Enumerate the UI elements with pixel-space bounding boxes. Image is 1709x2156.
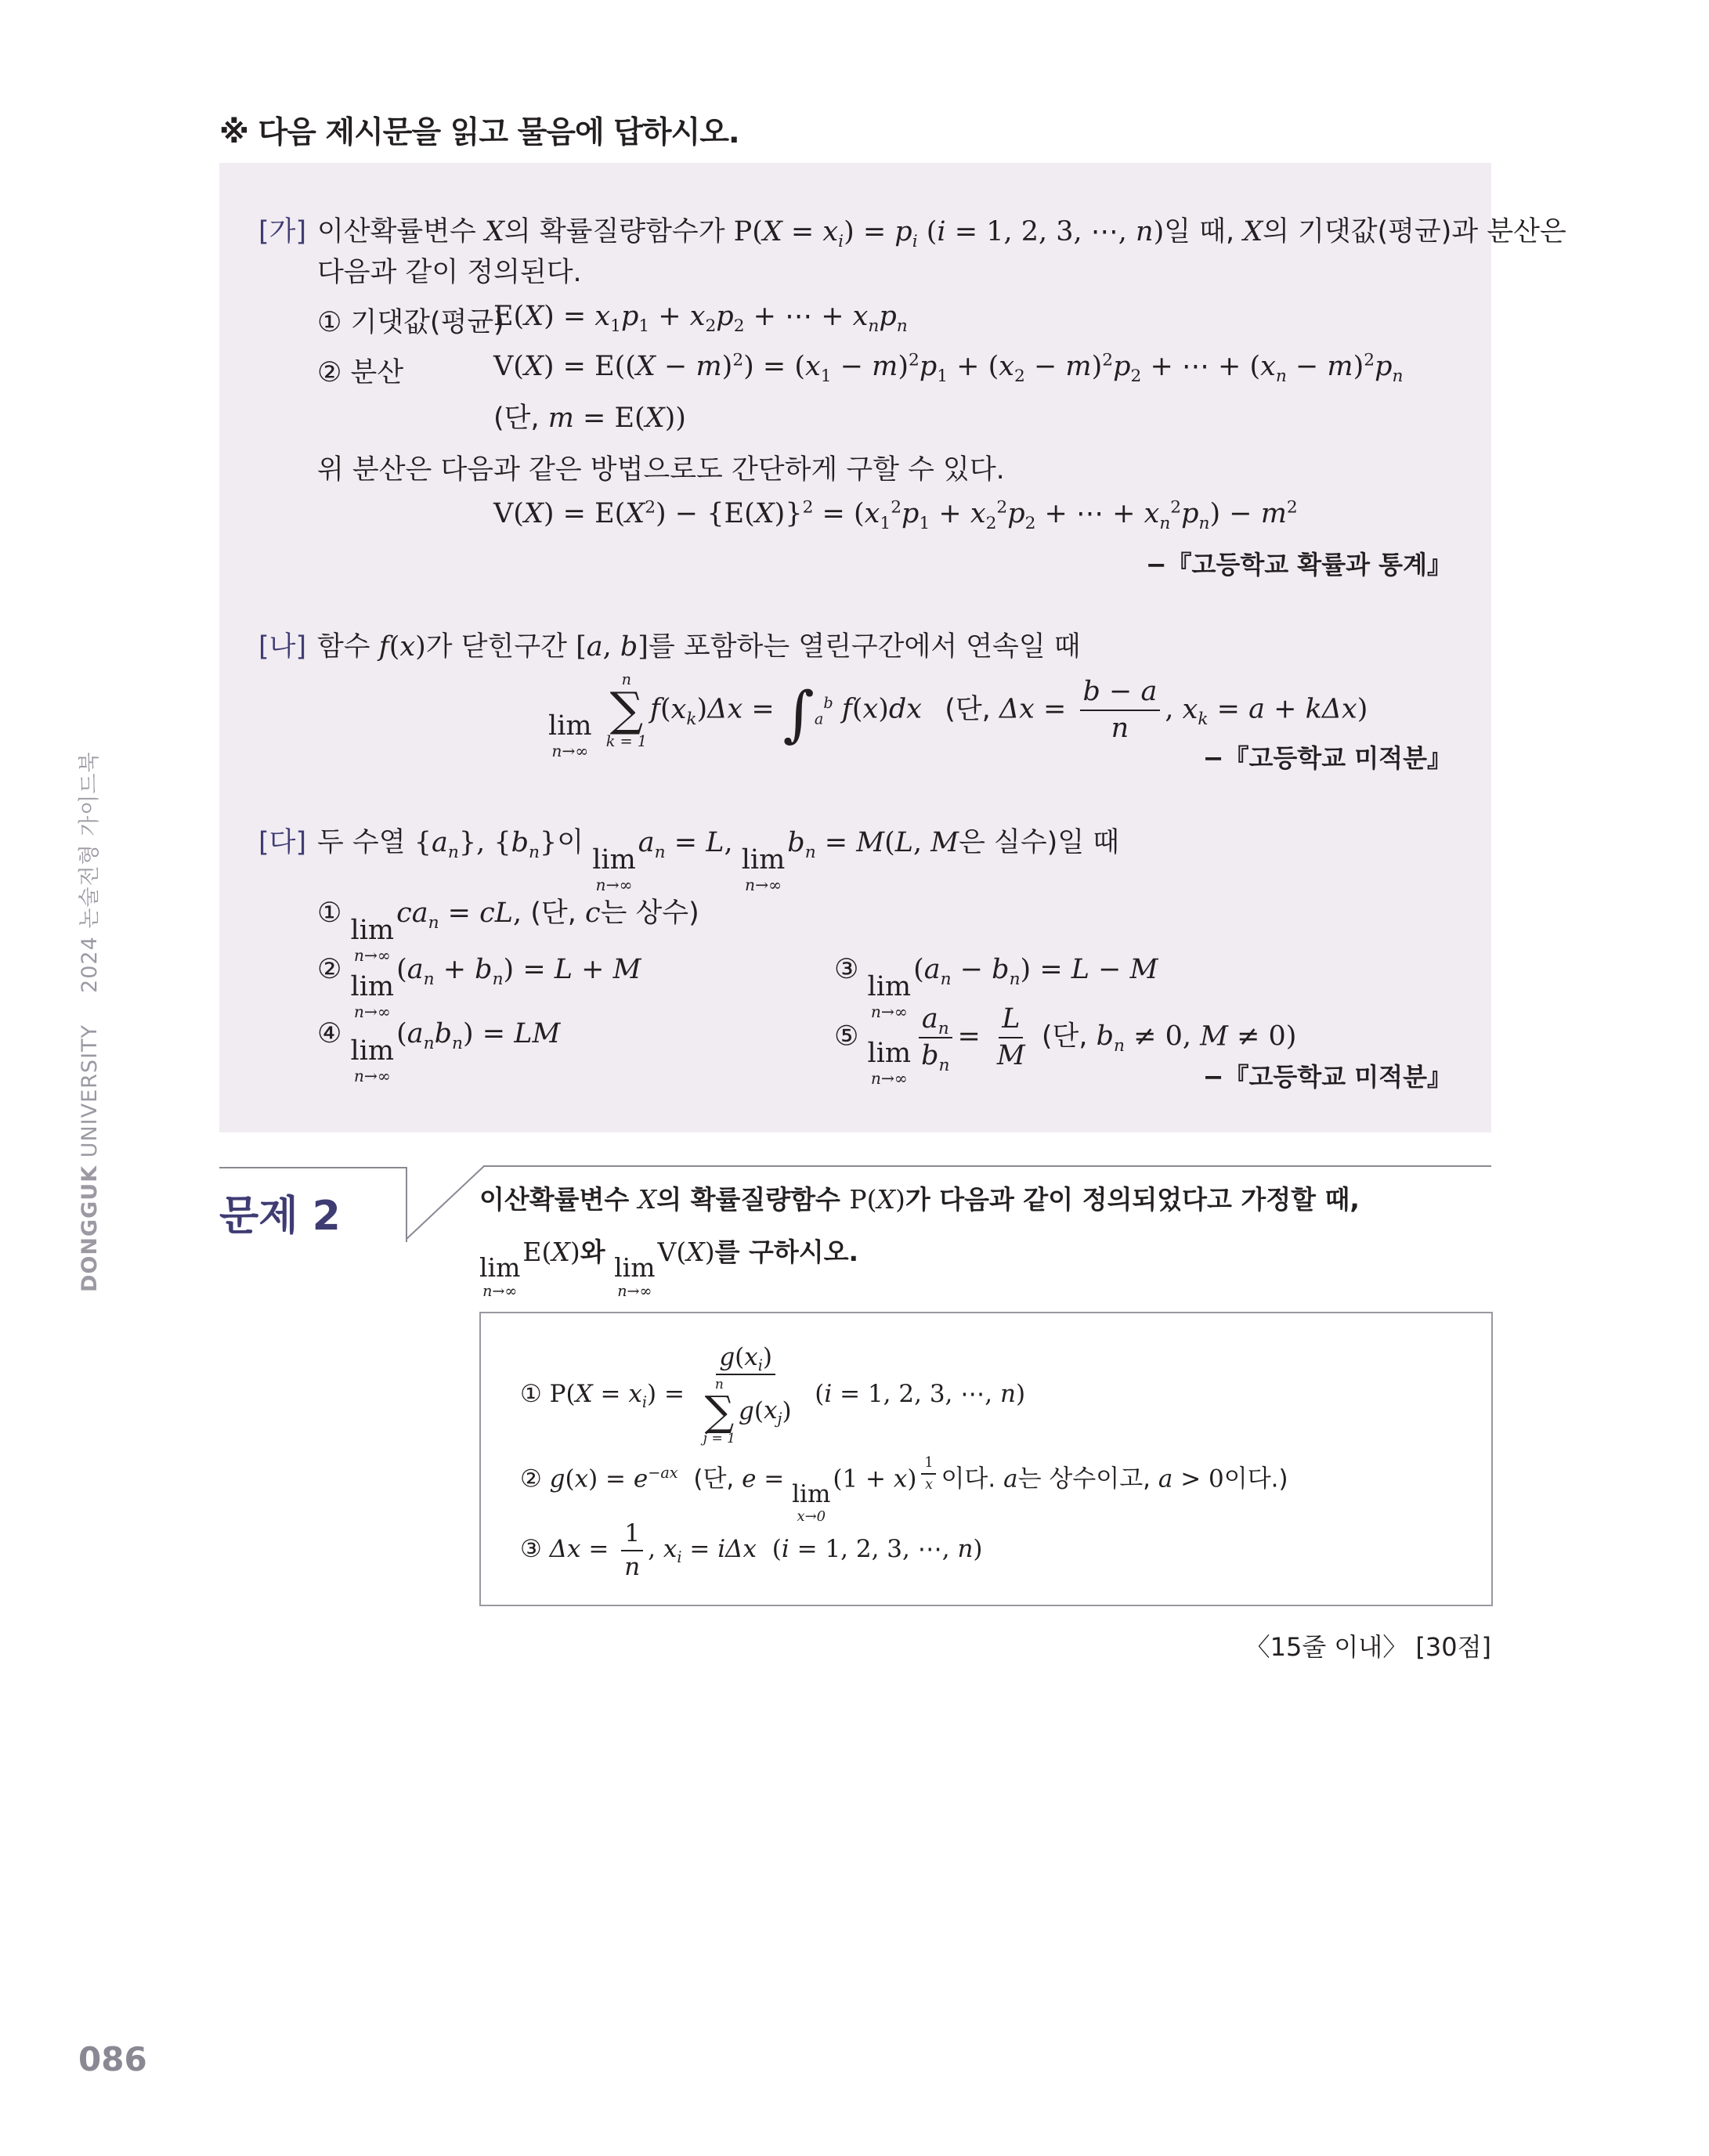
problem-rule-right xyxy=(483,1165,1491,1167)
passage-label-na: [나] xyxy=(258,631,307,663)
problem-rule-left xyxy=(219,1167,406,1168)
passage-na-line1: 함수 f(x)가 닫힌구간 [a, b]를 포함하는 열린구간에서 연속일 때 xyxy=(317,631,1081,663)
page-number: 086 xyxy=(78,2040,147,2078)
limit-rule-2: ② lim n→∞ $(a_n + b_n) = L + M$ xyxy=(317,954,641,1021)
problem-rule-diagonal xyxy=(406,1165,484,1243)
passage-da-line1: 두 수열 $\{a_n\}$, $\{b_n\}$이 lim n→∞ $a_n = L$, lim n→∞ $b_n = M(L$, M은 실수)일 때 xyxy=(317,827,1120,894)
passage-ga-line1: 이산확률변수 X의 확률질량함수가 $P(X = x_i) = p_i$ (i = 1, 2, 3, ⋯, n)일 때, X의 기댓값(평균)과 분산은 xyxy=(317,216,1566,251)
variance-condition: (단, m = E(X)) xyxy=(493,403,686,434)
limit-rule-3: ③ lim n→∞ $(a_n - b_n) = L - M$ xyxy=(834,954,1158,1021)
variance-label: ② 분산 xyxy=(317,357,404,388)
problem-statement: 이산확률변수 X의 확률질량함수 P(X)가 다음과 같이 정의되었다고 가정할 때, lim n→∞ E(X)와 lim n→∞ V(X)를 구하시오. xyxy=(479,1184,1360,1301)
variance-formula: $V(X) = E((X - m)^2) = (x_1 - m)^2p_1 + (x_2 - m)^2p_2$ + ⋯ + $(x_n - m)^2p_n$ xyxy=(493,350,1404,386)
condition-2: ② $g(x) = e^{-ax}$ (단, e = lim x→0 (1 + x) $^{\frac{1}{x}}$ 이다. a는 상수이고, a > 0이다.) xyxy=(520,1455,1288,1525)
variance-simple-formula: $V(X) = E(X^2) - \{E(X)\}^2 = (x_1^2p_1 + x_2^2p_2$ + ⋯ + $x_n^2p_n) - m^2$ xyxy=(493,497,1298,533)
expectation-label: ① 기댓값(평균) xyxy=(317,307,504,338)
passage-ga-line2: 다음과 같이 정의된다. xyxy=(317,257,582,288)
passage-label-ga: [가] xyxy=(258,216,307,247)
passage-ga-simple-line: 위 분산은 다음과 같은 방법으로도 간단하게 구할 수 있다. xyxy=(317,454,1005,486)
passage-label-da: [다] xyxy=(258,827,307,858)
answer-requirements: 〈15줄 이내〉 [30점] xyxy=(1245,1632,1491,1662)
condition-1: ① $P(X = x_i)$ = $g(x_i)$ n ∑ j = 1 $g(x_j)$ (i = 1, 2, 3, ⋯, n) xyxy=(520,1343,1026,1447)
riemann-sum-formula: lim n→∞ n ∑ k = 1 $f(x_k)\Delta x = \int_a^b$ f(x)dx (단, Δx = $\frac{b - a}{n}$ , $x_k = a + k\Delta x$) xyxy=(548,670,1368,761)
limit-rule-4: ④ lim n→∞ $(a_nb_n)$ = LM xyxy=(317,1018,561,1085)
source-ga: −『고등학교 확률과 통계』 xyxy=(1145,550,1452,580)
source-da: −『고등학교 미적분』 xyxy=(1202,1062,1452,1092)
condition-box xyxy=(479,1312,1493,1606)
passage-box xyxy=(219,163,1566,1132)
problem-title: 문제 2 xyxy=(219,1193,341,1240)
limit-rule-1: ① lim n→∞ $ca_n$ = cL, (단, c는 상수) xyxy=(317,897,699,965)
expectation-formula: $E(X) = x_1p_1 + x_2p_2$ + ⋯ + $x_np_n$ xyxy=(493,301,908,336)
source-na: −『고등학교 미적분』 xyxy=(1202,743,1452,773)
side-running-title: DONGGUK UNIVERSITY2024 논술전형 가이드북 xyxy=(78,751,102,1292)
condition-3: ③ Δx = $\frac{1}{n}$ , $x_i = i\Delta x$ (i = 1, 2, 3, ⋯, n) xyxy=(520,1519,983,1581)
limit-rule-5: ⑤ lim n→∞ $\frac{a_n}{b_n}$ = $\frac{L}{M}$ (단, $b_n \ne 0$, M ≠ 0) xyxy=(834,1003,1297,1088)
instruction-header: ※ 다음 제시문을 읽고 물음에 답하시오. xyxy=(219,115,739,150)
